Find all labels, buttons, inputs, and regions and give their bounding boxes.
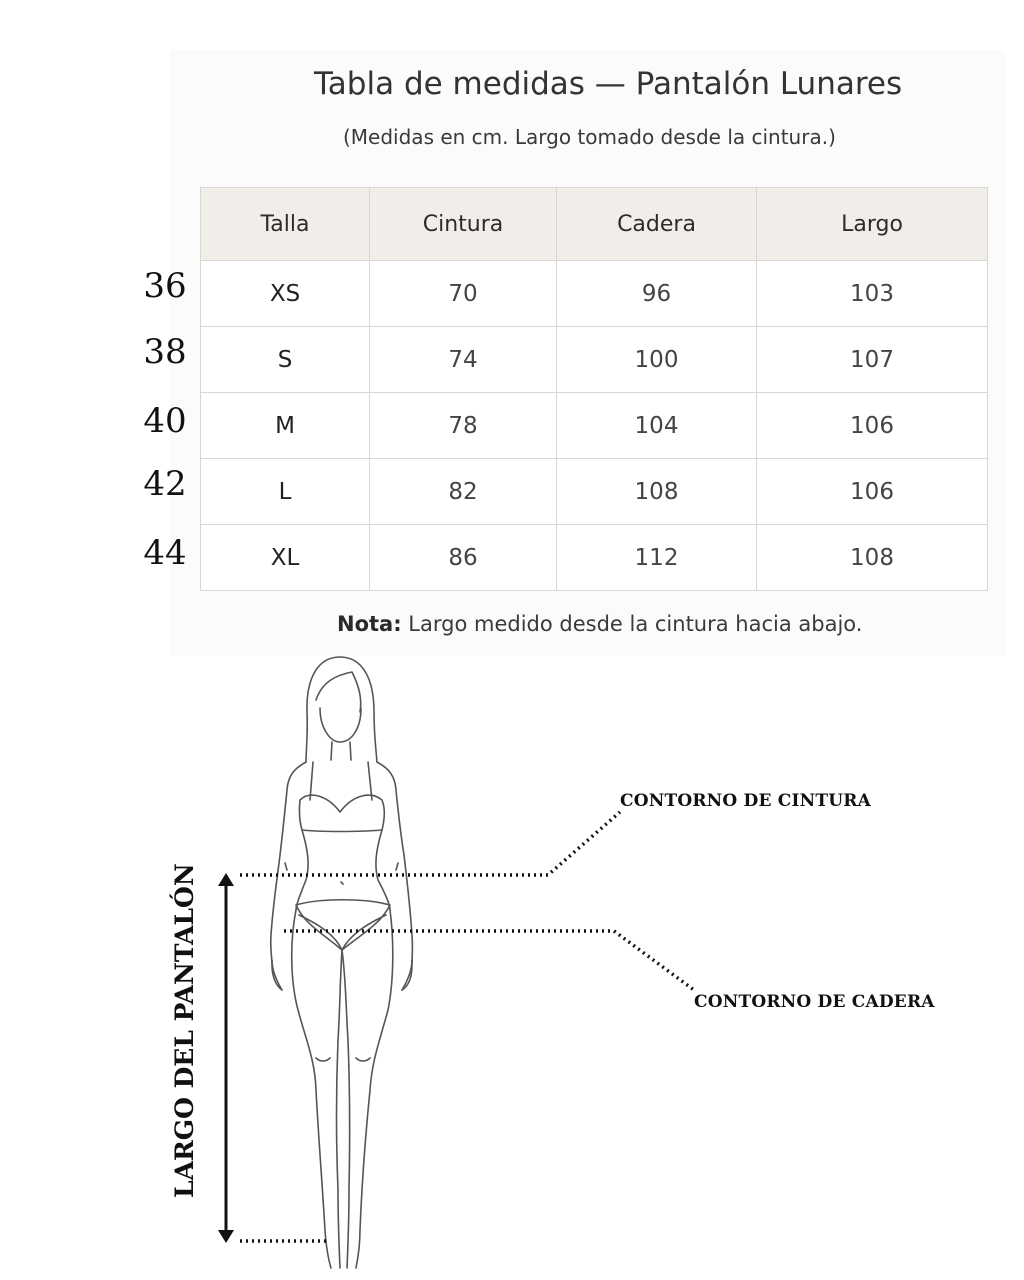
cell-largo: 103: [757, 261, 988, 327]
cell-cintura: 74: [370, 327, 557, 393]
cell-cintura: 78: [370, 393, 557, 459]
cell-largo: 106: [757, 393, 988, 459]
hip-label: CONTORNO DE CADERA: [694, 992, 935, 1012]
cell-talla: S: [201, 327, 370, 393]
chart-title: Tabla de medidas — Pantalón Lunares: [314, 66, 903, 102]
table-header-row: [201, 188, 988, 261]
note-text: Largo medido desde la cintura hacia abajo.: [401, 612, 863, 636]
eu-size-40: 40: [143, 401, 187, 441]
eu-size-42: 42: [143, 464, 187, 504]
cell-talla: L: [201, 459, 370, 525]
size-table: [200, 187, 988, 591]
table-row: [201, 327, 988, 393]
cell-cintura: 70: [370, 261, 557, 327]
table-row: [201, 261, 988, 327]
header-cadera: Cadera: [557, 188, 757, 261]
cell-talla: XL: [201, 525, 370, 591]
cell-cadera: 112: [557, 525, 757, 591]
note-label: Nota:: [337, 612, 402, 636]
eu-size-36: 36: [143, 266, 187, 306]
cell-cadera: 108: [557, 459, 757, 525]
cell-largo: 107: [757, 327, 988, 393]
cell-cadera: 96: [557, 261, 757, 327]
cell-cadera: 100: [557, 327, 757, 393]
eu-size-44: 44: [143, 533, 187, 573]
figure-outline: [271, 657, 413, 1268]
length-arrow: [218, 873, 234, 1243]
cell-cintura: 82: [370, 459, 557, 525]
waist-guide-line: [240, 812, 620, 875]
table-note: [337, 612, 862, 636]
chart-subtitle: (Medidas en cm. Largo tomado desde la cintura.): [343, 125, 836, 149]
pant-length-label: LARGO DEL PANTALÓN: [170, 863, 199, 1198]
table-row: [201, 525, 988, 591]
cell-largo: 106: [757, 459, 988, 525]
header-largo: Largo: [757, 188, 988, 261]
header-talla: Talla: [201, 188, 370, 261]
cell-largo: 108: [757, 525, 988, 591]
table-row: [201, 459, 988, 525]
cell-talla: M: [201, 393, 370, 459]
eu-size-38: 38: [143, 332, 187, 372]
waist-label: CONTORNO DE CINTURA: [620, 791, 871, 811]
cell-talla: XS: [201, 261, 370, 327]
cell-cintura: 86: [370, 525, 557, 591]
body-figure-illustration: [0, 640, 1024, 1280]
table-row: [201, 393, 988, 459]
header-cintura: Cintura: [370, 188, 557, 261]
cell-cadera: 104: [557, 393, 757, 459]
